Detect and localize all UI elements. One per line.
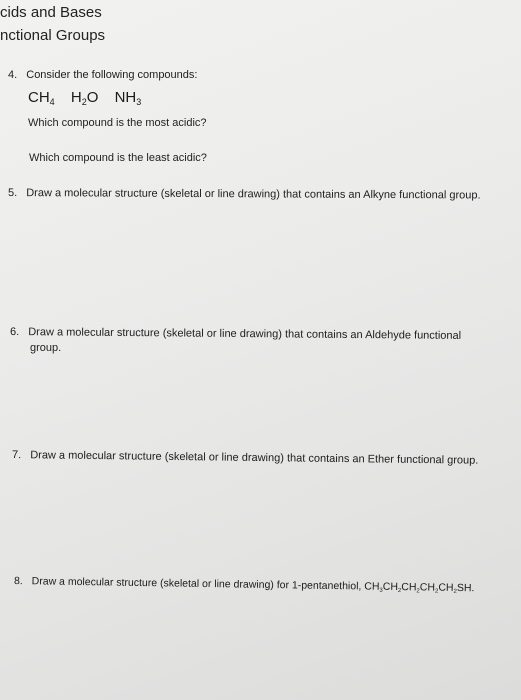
- compound-h2o: $H_2O$: [70, 89, 99, 107]
- question-8: [14, 575, 475, 595]
- question-6-line2: group.: [30, 342, 62, 354]
- most-acidic-question: Which compound is the most acidic?: [28, 117, 207, 129]
- question-number: 8.: [13, 575, 23, 588]
- question-prompt: Consider the following compounds:: [26, 69, 198, 81]
- question-text: Draw a molecular structure (skeletal or line drawing) that contains an Alkyne functional group.: [26, 187, 481, 202]
- compound-ch4: $CH_4$: [28, 89, 55, 107]
- header-subtitle: nctional Groups: [0, 27, 106, 44]
- question-number: 7.: [11, 449, 22, 462]
- question-number: 5.: [7, 187, 18, 200]
- least-acidic-question: Which compound is the least acidic?: [29, 152, 207, 164]
- question-5: [8, 187, 481, 201]
- compound-nh3: $NH_3$: [114, 89, 142, 107]
- question-6: [10, 326, 461, 342]
- question-text: Draw a molecular structure (skeletal or line drawing) for 1-pentanethiol,: [31, 575, 365, 593]
- question-4: [8, 69, 197, 81]
- pentanethiol-formula: $CH_3CH_2CH_2CH_2CH_2SH$.: [364, 580, 475, 595]
- question-text-line1: Draw a molecular structure (skeletal or line drawing) that contains an Aldehyde functional: [28, 326, 462, 342]
- question-number: 6.: [9, 326, 20, 339]
- compounds-list: [28, 89, 153, 107]
- question-number: 4.: [8, 69, 18, 81]
- question-text: Draw a molecular structure (skeletal or line drawing) that contains an Ether functional group.: [30, 449, 479, 467]
- question-7: [12, 449, 479, 467]
- header-title: cids and Bases: [0, 4, 102, 21]
